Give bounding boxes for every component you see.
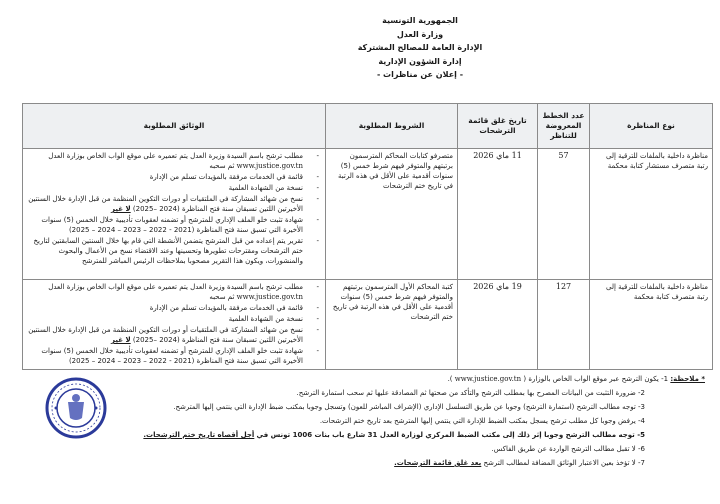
documents-list xyxy=(27,151,321,266)
note-1: * ملاحظة: 1- يكون الترشح عبر موقع الواب الخاص بالوزارة ( www.justice.gov.tn ). xyxy=(447,375,705,383)
justice-url[interactable]: www.justice.gov.tn xyxy=(454,375,522,383)
cell-date: 11 ماي 2026 xyxy=(458,149,538,280)
header-department: إدارة الشؤون الإدارية xyxy=(378,56,462,66)
col-conditions: الشروط المطلوبة xyxy=(326,104,458,149)
document-header xyxy=(330,14,510,82)
notes-label: * ملاحظة: xyxy=(670,375,705,383)
document-item: - شهادة تثبت خلو الملف الإداري للمترشح أو تضمنه لعقوبات تأديبية خلال الخمس (5) سنوات الأخيرة التي تسبق سنة فتح المناظرة (2021 - 2022 – 2023 – 2024 – 2025) xyxy=(27,215,311,235)
cell-count: 57 xyxy=(538,149,590,280)
note-6: 6- لا تقبل مطالب الترشح الواردة عن طريق الفاكس. xyxy=(491,445,645,453)
table-row xyxy=(23,280,713,370)
cell-conditions: كتبة المحاكم الأول المترسمون برتبتهم والمتوفر فيهم شرط خمس (5) سنوات أقدمية على الأقل في هذه الرتبة في تاريخ ختم الترشحات xyxy=(326,280,458,370)
documents-list xyxy=(27,282,321,366)
justice-url[interactable]: www.justice.gov.tn xyxy=(236,293,303,301)
document-item: - نسخ من شهائد المشاركة في الملتقيات أو دورات التكوين المنظمة من قبل الإدارة خلال السنتين الأخيرتين اللتين تسبقان سنة فتح المناظرة (2024 –2025) لا غير xyxy=(27,325,311,345)
header-republic: الجمهورية التونسية xyxy=(382,16,458,25)
document-item: - نسخة من الشهادة العلمية xyxy=(27,314,311,324)
header-announcement: - إعلان عن مناظرات - xyxy=(376,70,464,79)
col-date: تاريخ غلق قائمة الترشحات xyxy=(458,104,538,149)
competitions-table xyxy=(22,103,713,370)
document-item: - مطلب ترشح باسم السيدة وزيرة العدل يتم تعميره على موقع الواب الخاص بوزارة العدل www.justice.gov.tn ثم سحبه xyxy=(27,282,311,302)
document-item: - قائمة في الخدمات مرفقة بالمؤيدات تسلم من الإدارة xyxy=(27,303,311,313)
document-item: - نسخ من شهائد المشاركة في الملتقيات أو دورات التكوين المنظمة من قبل الإدارة خلال السنتين الأخيرتين اللتين تسبقان سنة فتح المناظرة (2024 –2025) لا غير xyxy=(27,194,311,214)
cell-documents xyxy=(23,280,326,370)
cell-type: مناظرة داخلية بالملفات للترقية إلى رتبة متصرف كتابة محكمة xyxy=(590,280,713,370)
document-item: - تقرير يتم إعداده من قبل المترشح يتضمن الأنشطة التي قام بها خلال السنتين السابقتين لتاريخ ختم الترشحات ومقترحات تطويرها وتحسينها وعند الاقتضاء نسخ من الأعمال والبحوث والمنشورات، ويكون هذا التقرير مصحوبا بملاحظات الرئيس المباشر للمترشح xyxy=(27,236,311,266)
cell-type: مناظرة داخلية بالملفات للترقية إلى رتبة متصرف مستشار كتابة محكمة xyxy=(590,149,713,280)
table-header-row xyxy=(23,104,713,149)
note-7: 7- لا تؤخذ بعين الاعتبار الوثائق المضافة لمطالب الترشح بعد غلق قائمة الترشحات. xyxy=(394,459,645,467)
note-4: 4- يرفض وجوبا كل مطلب ترشح يسجل بمكتب الضبط للإدارة التي ينتمي إليها المترشح بعد تاريخ ختم الترشحات. xyxy=(319,417,645,425)
cell-date: 19 ماي 2026 xyxy=(458,280,538,370)
justice-url[interactable]: www.justice.gov.tn xyxy=(236,162,303,170)
note-5: 5- توجه مطالب الترشح وجوبا إثر ذلك إلى مكتب الضبط المركزي لوزارة العدل 31 شارع باب بنات 1006 تونس في أجل أقصاه تاريخ ختم الترشحات. xyxy=(143,431,645,439)
emphasis-only: لا غير xyxy=(111,336,131,344)
document-item: - شهادة تثبت خلو الملف الإداري للمترشح أو تضمنه لعقوبات تأديبية خلال الخمس (5) سنوات الأخيرة التي تسبق سنة فتح المناظرة (2021 - 2022 – 2023 – 2024 – 2025) xyxy=(27,346,311,366)
cell-documents xyxy=(23,149,326,280)
header-directorate: الإدارة العامة للمصالح المشتركة xyxy=(357,43,483,52)
document-item: - نسخة من الشهادة العلمية xyxy=(27,183,311,193)
table-row xyxy=(23,149,713,280)
note-2: 2- ضرورة التثبت من البيانات المصرح بها بمطلب الترشح والتأكد من صحتها ثم المصادقة عليها ثم سحب استمارة الترشح. xyxy=(296,389,645,397)
cell-count: 127 xyxy=(538,280,590,370)
col-type: نوع المناظرة xyxy=(590,104,713,149)
note-3: 3- توجه مطالب الترشح (استمارة الترشح) وجوبا عن طريق التسلسل الإداري (الإشراف المباشر للعون) وتسجل وجوبا بمكتب ضبط الإدارة التي ينتمي إليها المترشح. xyxy=(173,403,645,411)
col-count: عدد الخطط المعروضة للتناظر xyxy=(538,104,590,149)
ministry-stamp-icon xyxy=(44,376,108,440)
col-documents: الوثائق المطلوبة xyxy=(23,104,326,149)
notes-section xyxy=(120,372,705,470)
emphasis-only: لا غير xyxy=(111,205,131,213)
cell-conditions: متصرفو كتابات المحاكم المترسمون برتبتهم والمتوفر فيهم شرط خمس (5) سنوات أقدمية على الأقل في هذه الرتبة في تاريخ ختم الترشحات xyxy=(326,149,458,280)
document-item: - قائمة في الخدمات مرفقة بالمؤيدات تسلم من الإدارة xyxy=(27,172,311,182)
header-ministry: وزارة العدل xyxy=(396,29,444,39)
document-item: - مطلب ترشح باسم السيدة وزيرة العدل يتم تعميره على موقع الواب الخاص بوزارة العدل www.justice.gov.tn ثم سحبه xyxy=(27,151,311,171)
